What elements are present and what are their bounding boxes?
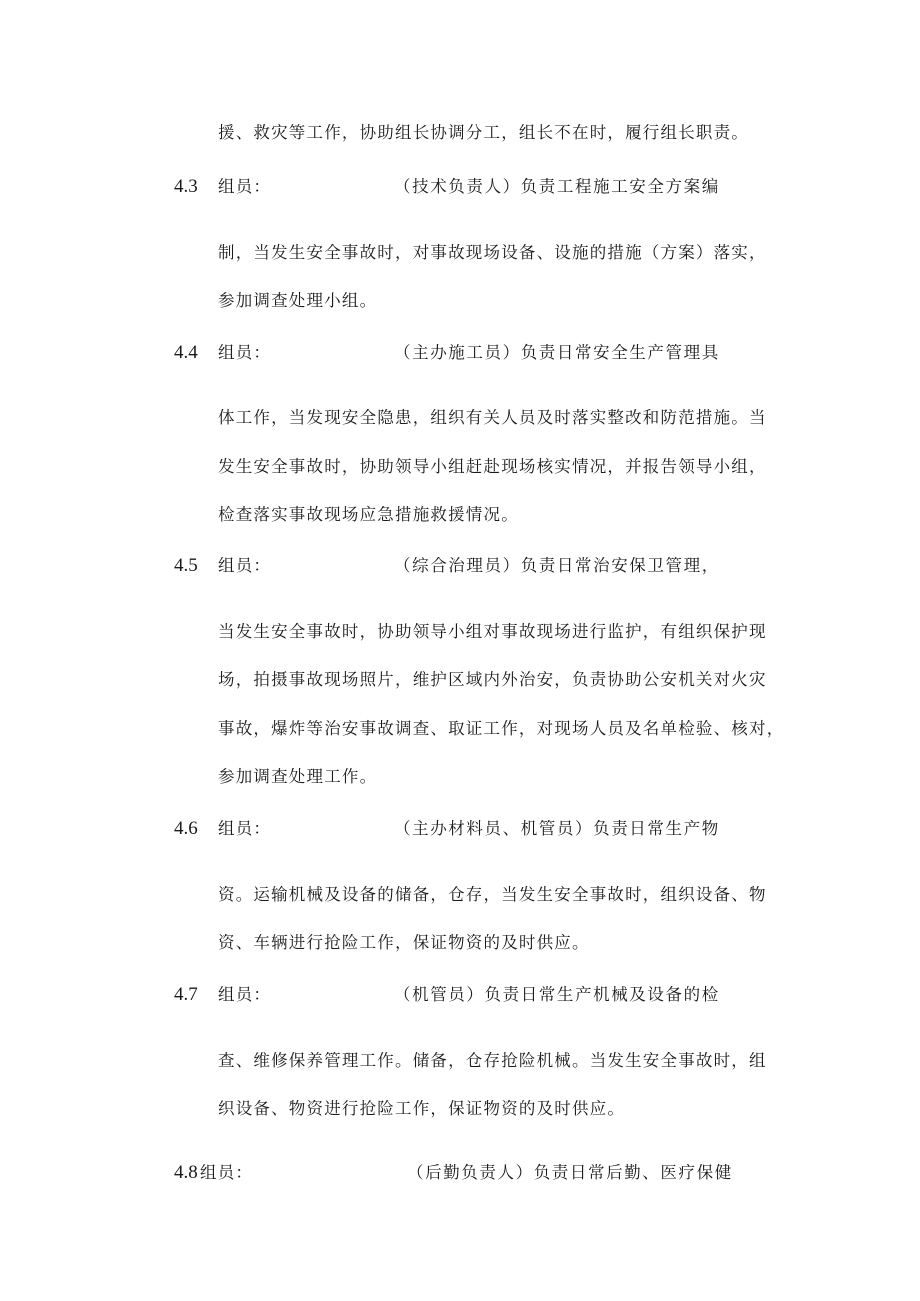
role-description: （主办施工员）负责日常安全生产管理具 [394, 343, 720, 362]
role-description: （机管员）负责日常生产机械及设备的检 [394, 985, 720, 1004]
section-number: 4.6 [174, 818, 198, 839]
paragraph-line: 体工作，当发现安全隐患，组织有关人员及时落实整改和防范措施。当 [218, 408, 767, 427]
paragraph-line: 场，拍摄事故现场照片，维护区域内外治安，负责协助公安机关对火灾 [218, 670, 767, 689]
paragraph-line: 资。运输机械及设备的储备，仓存，当发生安全事故时，组织设备、物 [218, 885, 767, 904]
paragraph-line: 参加调查处理小组。 [218, 291, 378, 310]
section-number: 4.3 [174, 176, 198, 197]
role-label: 组员： [218, 985, 272, 1004]
paragraph-line: 查、维修保养管理工作。储备，仓存抢险机械。当发生安全事故时，组 [218, 1051, 767, 1070]
paragraph-line: 参加调查处理工作。 [218, 767, 378, 786]
role-description: （主办材料员、机管员）负责日常生产物 [394, 819, 720, 838]
role-label: 组员： [218, 556, 272, 575]
paragraph-line: 发生安全事故时，协助领导小组赶赴现场核实情况，并报告领导小组， [218, 457, 767, 476]
paragraph-line: 织设备、物资进行抢险工作，保证物资的及时供应。 [218, 1099, 626, 1118]
paragraph-line: 制，当发生安全事故时，对事故现场设备、设施的措施（方案）落实， [218, 243, 767, 262]
paragraph-line: 检查落实事故现场应急措施救援情况。 [218, 505, 519, 524]
paragraph-line: 当发生安全事故时，协助领导小组对事故现场进行监护，有组织保护现 [218, 622, 767, 641]
role-description: （后勤负责人）负责日常后勤、医疗保健 [407, 1163, 733, 1182]
role-label: 组员： [218, 819, 272, 838]
role-label: 组员： [200, 1163, 254, 1182]
role-label: 组员： [218, 177, 272, 196]
section-number: 4.7 [174, 984, 198, 1005]
section-number: 4.5 [174, 555, 198, 576]
role-description: （技术负责人）负责工程施工安全方案编 [394, 177, 720, 196]
paragraph-line: 资、车辆进行抢险工作，保证物资的及时供应。 [218, 933, 590, 952]
role-label: 组员： [218, 343, 272, 362]
paragraph-line: 援、救灾等工作，协助组长协调分工，组长不在时，履行组长职责。 [218, 123, 749, 142]
role-description: （综合治理员）负责日常治安保卫管理， [394, 556, 720, 575]
section-number: 4.4 [174, 342, 198, 363]
paragraph-line: 事故，爆炸等治安事故调查、取证工作，对现场人员及名单检验、核对， [218, 719, 785, 738]
section-number: 4.8 [174, 1162, 198, 1183]
